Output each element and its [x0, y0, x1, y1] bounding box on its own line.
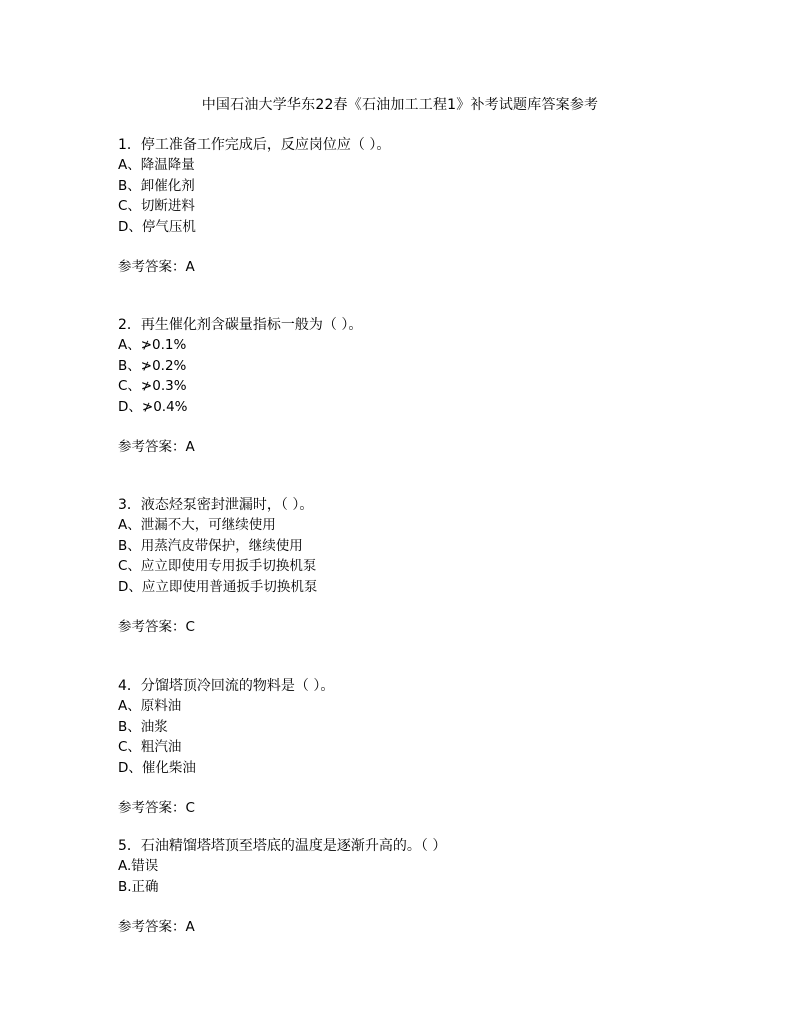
answer-label: 参考答案： [118, 259, 186, 275]
option-c: C、≯0.3% [118, 378, 187, 394]
option-list [118, 515, 758, 597]
question-1 [118, 135, 758, 277]
question-stem: 3．液态烃泵密封泄漏时，（ ）。 [118, 497, 314, 513]
answer-label: 参考答案： [118, 619, 186, 635]
answer-value: A [185, 439, 195, 455]
option-d: D、≯0.4% [118, 398, 188, 415]
question-stem: 5．石油精馏塔塔顶至塔底的温度是逐渐升高的。（ ） [118, 838, 447, 854]
option-d: D、应立即使用普通扳手切换机泵 [118, 578, 318, 595]
reference-answer [118, 917, 758, 937]
option-b: B、用蒸汽皮带保护，继续使用 [118, 537, 303, 554]
option-a: A、降温降量 [118, 157, 195, 173]
option-c: C、切断进料 [118, 198, 195, 214]
answer-value: C [185, 619, 195, 635]
question-4 [118, 676, 758, 818]
question-stem: 1．停工准备工作完成后，反应岗位应（ ）。 [118, 137, 391, 153]
reference-answer [118, 437, 758, 457]
option-list [118, 335, 758, 417]
option-c: C、应立即使用专用扳手切换机泵 [118, 558, 317, 574]
question-3 [118, 495, 758, 637]
option-d: D、催化柴油 [118, 759, 196, 776]
option-b: B、油浆 [118, 718, 168, 735]
option-list [118, 696, 758, 778]
answer-label: 参考答案： [118, 439, 186, 455]
option-a: A、原料油 [118, 698, 182, 714]
question-2 [118, 315, 758, 457]
option-a: A、≯0.1% [118, 337, 187, 353]
reference-answer [118, 257, 758, 277]
answer-value: A [185, 259, 195, 275]
reference-answer [118, 798, 758, 818]
option-b: B.正确 [118, 878, 159, 895]
answer-label: 参考答案： [118, 800, 186, 816]
option-c: C、粗汽油 [118, 739, 182, 755]
answer-label: 参考答案： [118, 919, 186, 935]
option-b: B、≯0.2% [118, 357, 187, 374]
reference-answer [118, 617, 758, 637]
question-stem: 4．分馏塔顶冷回流的物料是（ ）。 [118, 678, 335, 694]
option-a: A、泄漏不大，可继续使用 [118, 517, 276, 533]
question-5 [118, 836, 758, 937]
answer-value: A [185, 919, 195, 935]
option-d: D、停气压机 [118, 218, 196, 235]
option-list [118, 856, 758, 897]
question-stem: 2．再生催化剂含碳量指标一般为（ ）。 [118, 317, 363, 333]
option-list [118, 155, 758, 237]
document-title: 中国石油大学华东22春《石油加工工程1》补考试题库答案参考 [201, 97, 599, 113]
option-b: B、卸催化剂 [118, 177, 195, 194]
answer-value: C [185, 800, 195, 816]
option-a: A.错误 [118, 858, 159, 874]
